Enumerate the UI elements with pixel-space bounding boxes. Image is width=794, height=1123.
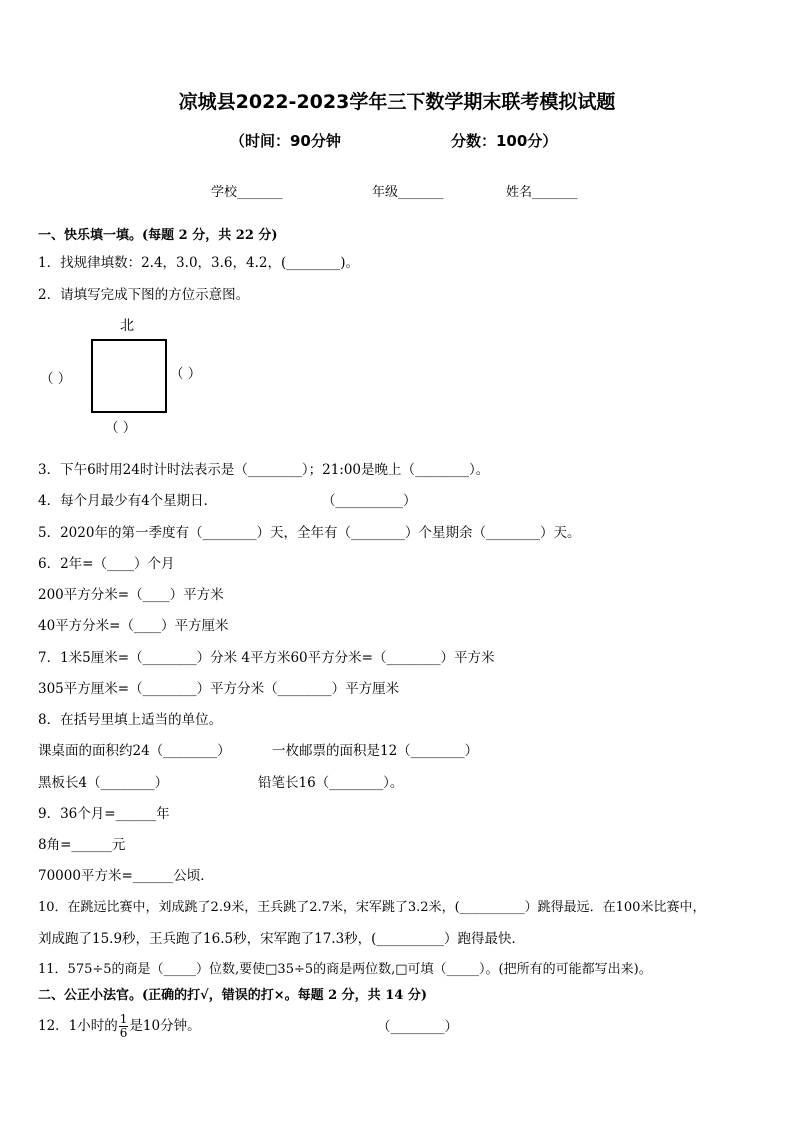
- fraction-denominator: 6: [119, 1026, 128, 1040]
- south-blank[interactable]: （ ）: [105, 420, 137, 436]
- question-7-line-2: 305平方厘米=（________）平方分米（________）平方厘米: [38, 681, 400, 697]
- question-8-item-d: 铅笔长16（________）。: [258, 775, 404, 791]
- question-8-item-a: 课桌面的面积约24（________）: [38, 743, 231, 759]
- page-title: 凉城县2022-2023学年三下数学期末联考模拟试题: [178, 91, 616, 113]
- question-9-line-2: 8角=______元: [38, 837, 126, 853]
- question-10-line-2: 刘成跑了15.9秒，王兵跑了16.5秒，宋军跑了17.3秒，(__________）跑得最快．: [38, 931, 525, 947]
- question-6-line-1: 6．2年=（____）个月: [38, 556, 175, 572]
- question-6-line-2: 200平方分米=（____）平方米: [38, 587, 224, 603]
- question-8-item-c: 黑板长4（________）: [38, 775, 169, 791]
- fraction-numerator: 1: [119, 1012, 128, 1026]
- question-10-line-1: 10．在跳远比赛中，刘成跳了2.9米，王兵跳了2.7米，宋军跳了3.2米，(__________）跳得最远．在100米比赛中，: [38, 900, 706, 915]
- exam-time: （时间：90分钟: [230, 132, 341, 150]
- question-9-line-3: 70000平方米=______公顷．: [38, 868, 214, 884]
- question-2: 2．请填写完成下图的方位示意图。: [38, 287, 250, 303]
- north-label: 北: [120, 318, 134, 334]
- question-7-line-1: 7．1米5厘米=（________）分米 4平方米60平方分米=（________）平方米: [38, 650, 495, 666]
- question-12-prefix: 12．1小时的: [38, 1018, 118, 1034]
- question-5: 5．2020年的第一季度有（________）天，全年有（________）个星期余（________）天。: [38, 525, 581, 541]
- section-1-heading: 一、快乐填一填。(每题 2 分，共 22 分): [38, 228, 278, 243]
- west-blank[interactable]: （ ）: [40, 371, 72, 387]
- grade-field[interactable]: 年级_______: [372, 185, 444, 200]
- question-8-item-b: 一枚邮票的面积是12（________）: [272, 743, 479, 759]
- question-3: 3．下午6时用24时计时法表示是（________）；21:00是晚上（________）。: [38, 462, 490, 478]
- diagram-square: [91, 339, 167, 413]
- question-12-suffix: 是10分钟。: [129, 1018, 201, 1034]
- question-1: 1．找规律填数：2.4，3.0，3.6，4.2，(________)。: [38, 255, 360, 271]
- question-11: 11．575÷5的商是（_____）位数,要使□35÷5的商是两位数,□可填（_____）。(把所有的可能都写出来)。: [38, 962, 652, 977]
- question-12: [38, 1013, 201, 1040]
- name-field[interactable]: 姓名_______: [506, 185, 578, 200]
- question-9-line-1: 9．36个月=______年: [38, 806, 170, 822]
- question-12-answer[interactable]: （________）: [377, 1019, 458, 1035]
- question-8-stem: 8．在括号里填上适当的单位。: [38, 712, 223, 728]
- question-6-line-3: 40平方分米=（____）平方厘米: [38, 618, 229, 634]
- question-4-answer[interactable]: （__________）: [322, 493, 417, 509]
- school-field[interactable]: 学校_______: [211, 185, 283, 200]
- question-4: 4．每个月最少有4个星期日．: [38, 493, 218, 509]
- section-2-heading: 二、公正小法官。(正确的打√，错误的打×。每题 2 分，共 14 分): [38, 988, 427, 1003]
- fraction: [119, 1013, 129, 1040]
- exam-score: 分数：100分）: [451, 132, 558, 150]
- east-blank[interactable]: （ ）: [170, 366, 202, 382]
